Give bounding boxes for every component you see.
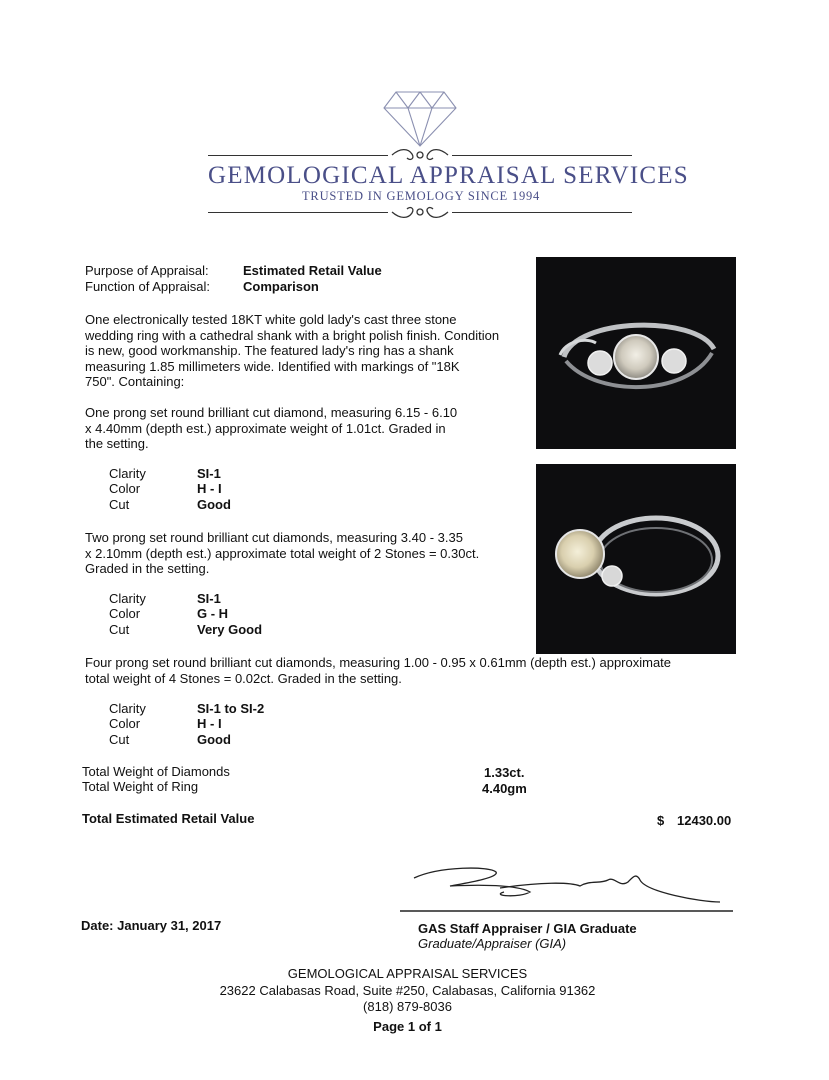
description-line: One electronically tested 18KT white gold lady's cast three stone <box>85 312 457 327</box>
total-diamonds-value: 1.33ct. <box>484 765 525 780</box>
description-line: x 2.10mm (depth est.) approximate total weight of 2 Stones = 0.30ct. <box>85 545 480 561</box>
appraiser-subtitle: Graduate/Appraiser (GIA) <box>418 936 567 951</box>
description-line: measuring 1.85 millimeters wide. Identified with markings of "18K <box>85 358 460 374</box>
purpose-label: Purpose of Appraisal: <box>85 263 209 278</box>
cut-value: Very Good <box>197 622 263 637</box>
description-line: total weight of 4 Stones = 0.02ct. Graded in the setting. <box>85 670 402 686</box>
description-line: Two prong set round brilliant cut diamonds, measuring 3.40 - 3.35 <box>85 530 463 545</box>
cut-label: Cut <box>109 497 130 512</box>
company-name: GEMOLOGICAL APPRAISAL SERVICES <box>208 162 689 189</box>
ring-illustration <box>536 257 736 449</box>
clarity-value: SI-1 <box>197 466 221 481</box>
clarity-label: Clarity <box>109 466 146 481</box>
description-line: wedding ring with a cathedral shank with a bright polish finish. Condition <box>85 327 500 343</box>
color-label: Color <box>109 481 141 496</box>
total-ring-value: 4.40gm <box>482 781 527 796</box>
company-tagline: TRUSTED IN GEMOLOGY SINCE 1994 <box>302 189 541 203</box>
total-retail-label: Total Estimated Retail Value <box>82 811 255 826</box>
total-retail-value: 12430.00 <box>677 813 732 828</box>
appraisal-date: Date: January 31, 2017 <box>81 918 222 933</box>
ring-description <box>85 312 499 390</box>
description-line: One prong set round brilliant cut diamond, measuring 6.15 - 6.10 <box>85 405 458 420</box>
function-value: Comparison <box>243 279 319 294</box>
description-line: the setting. <box>85 436 149 452</box>
description-line: Four prong set round brilliant cut diamonds, measuring 1.00 - 0.95 x 0.61mm (depth est.) approximate <box>85 655 672 670</box>
footer-address: 23622 Calabasas Road, Suite #250, Calabasas, California 91362 <box>219 983 596 998</box>
total-ring-label: Total Weight of Ring <box>82 779 199 794</box>
appraiser-signature <box>400 862 735 914</box>
color-value: G - H <box>197 606 229 621</box>
company-logo <box>200 88 689 218</box>
ring-illustration <box>536 464 736 654</box>
description-line: x 4.40mm (depth est.) approximate weight of 1.01ct. Graded in <box>85 420 446 436</box>
description-line: is new, good workmanship. The featured lady's ring has a shank <box>85 343 454 359</box>
page-number: Page 1 of 1 <box>373 1019 442 1034</box>
stone1-description <box>85 405 457 452</box>
cut-label: Cut <box>109 732 130 747</box>
total-diamonds-label: Total Weight of Diamonds <box>82 764 230 779</box>
clarity-value: SI-1 to SI-2 <box>197 701 265 716</box>
cut-label: Cut <box>109 622 130 637</box>
footer-company: GEMOLOGICAL APPRAISAL SERVICES <box>287 966 528 981</box>
stone2-description <box>85 530 479 577</box>
function-label: Function of Appraisal: <box>85 279 211 294</box>
ring-photo-side <box>536 464 736 654</box>
description-line: 750". Containing: <box>85 374 185 390</box>
currency-symbol: $ <box>657 813 665 828</box>
color-label: Color <box>109 606 141 621</box>
color-value: H - I <box>197 481 222 496</box>
footer-phone: (818) 879-8036 <box>363 999 452 1014</box>
clarity-label: Clarity <box>109 591 146 606</box>
appraiser-title: GAS Staff Appraiser / GIA Graduate <box>418 921 637 936</box>
color-label: Color <box>109 716 141 731</box>
stone2-grades <box>109 591 309 641</box>
ring-photo-front <box>536 257 736 449</box>
description-line: Graded in the setting. <box>85 561 210 577</box>
diamond-icon <box>380 88 460 150</box>
purpose-value: Estimated Retail Value <box>243 263 382 278</box>
cut-value: Good <box>197 497 231 512</box>
stone3-grades <box>109 701 309 751</box>
scroll-ornament-icon <box>390 203 450 221</box>
cut-value: Good <box>197 732 231 747</box>
stone3-description <box>85 655 671 686</box>
color-value: H - I <box>197 716 222 731</box>
clarity-value: SI-1 <box>197 591 221 606</box>
clarity-label: Clarity <box>109 701 146 716</box>
stone1-grades <box>109 466 309 516</box>
